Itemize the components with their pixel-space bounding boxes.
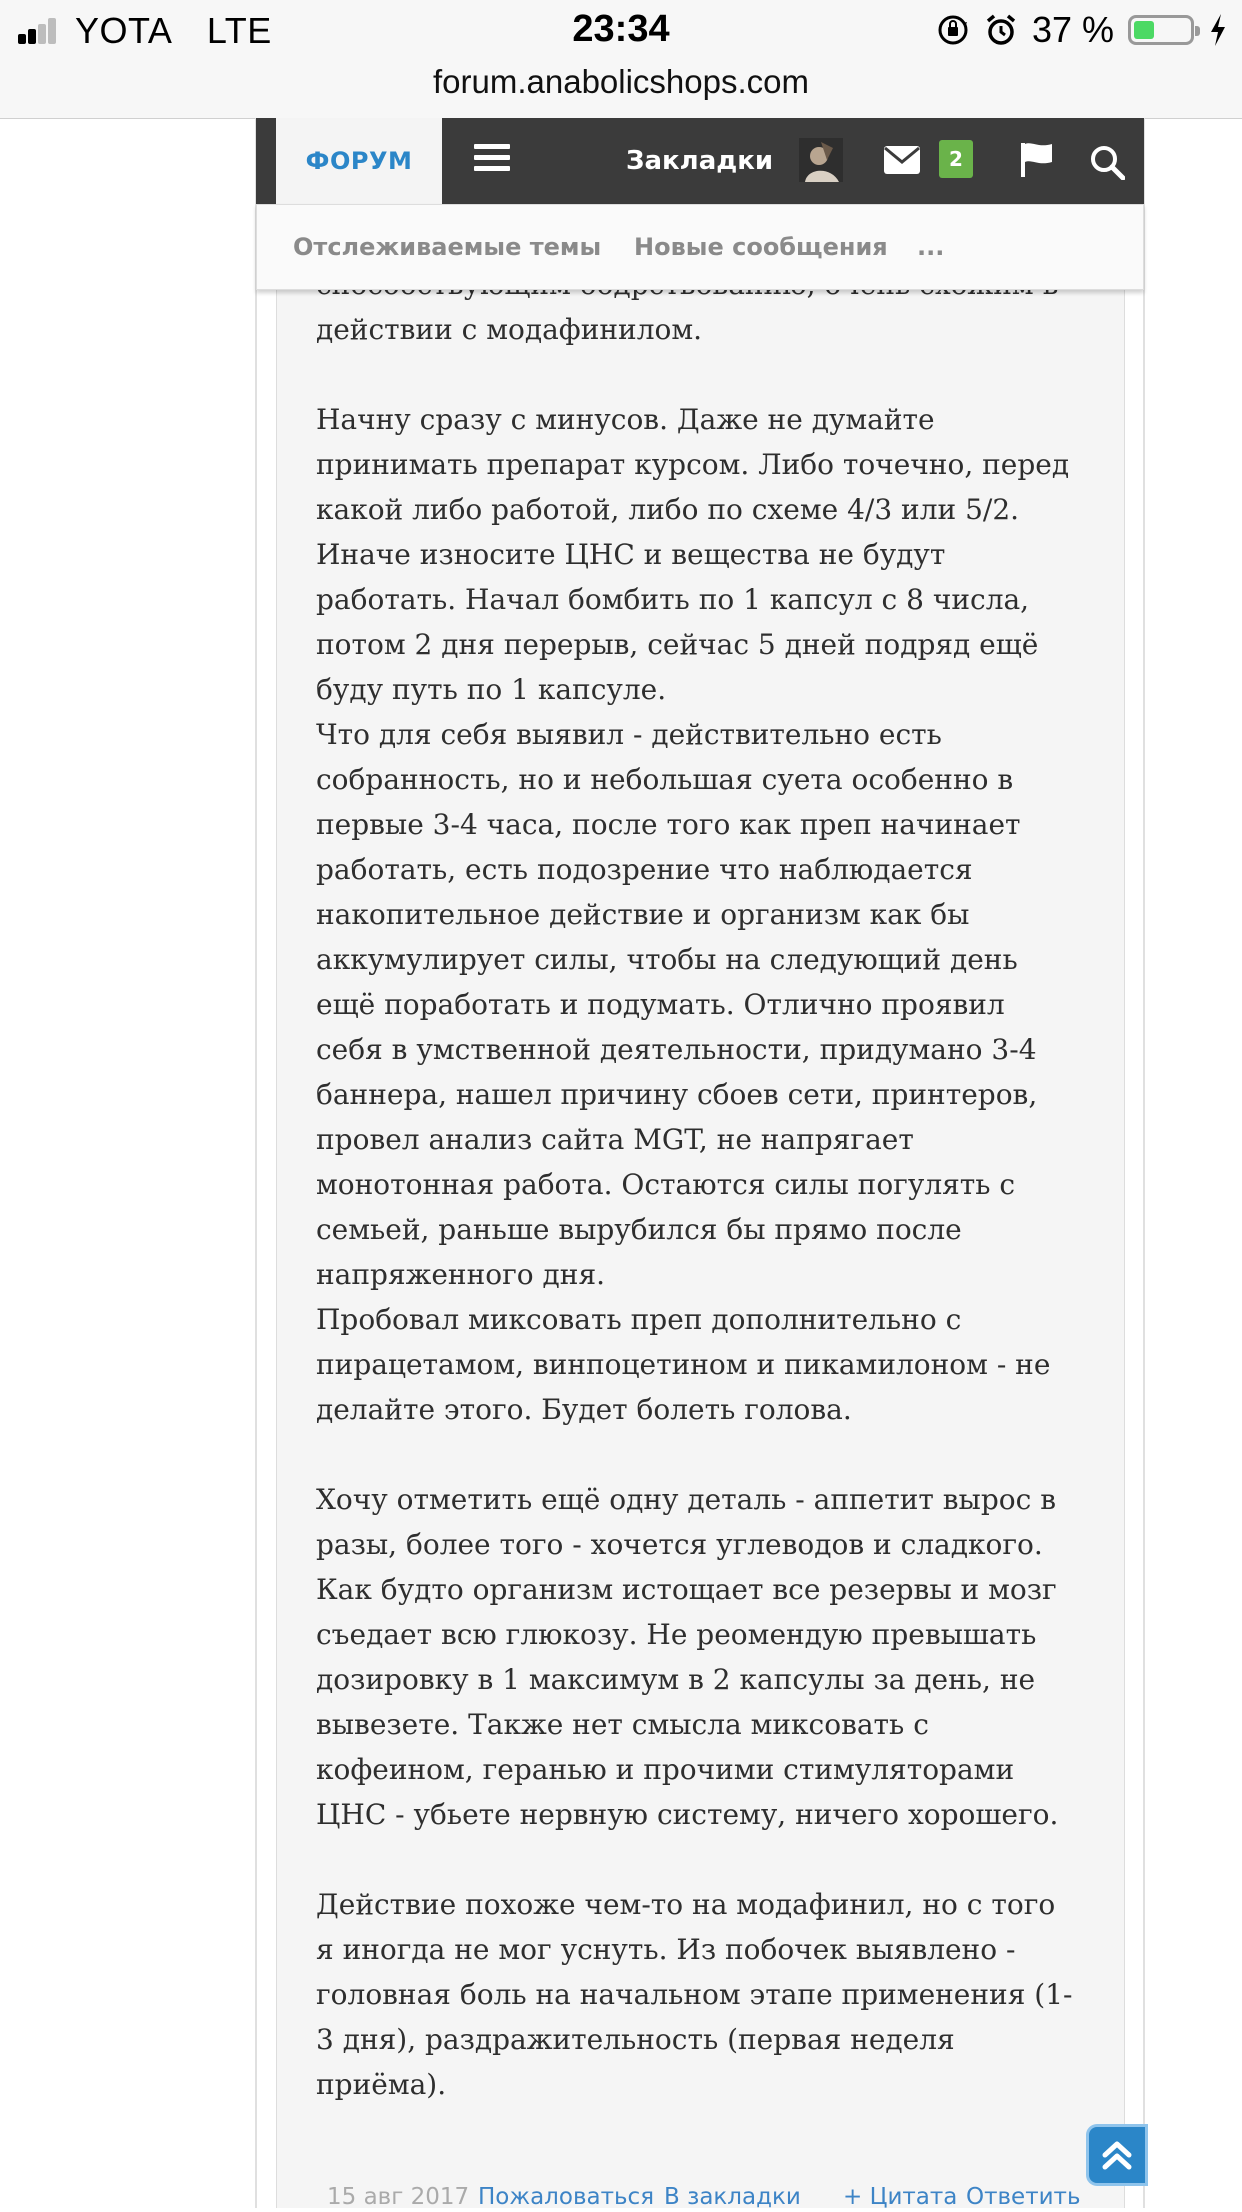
post-date[interactable]: 15 авг 2017 bbox=[327, 2184, 470, 2210]
menu-icon[interactable] bbox=[474, 144, 510, 174]
address-bar[interactable]: forum.anabolicshops.com bbox=[0, 62, 1242, 119]
scroll-to-top-button[interactable] bbox=[1089, 2127, 1145, 2183]
post-paragraph: Что для себя выявил - действительно есть собранность, но и небольшая суета особенно в первые 3-4 часа, после того как преп начинает работать, есть подозрение что наблюдается накопительное действие и организм как бы аккумулирует силы, чтобы на следующий день ещё поработать и подумать. Отлично проявил себя в умственной деятельности, придумано 3-4 баннера, нашел причину сбоев сети, принтеров, провел анализ сайта MGT, не напрягает монотонная работа. Остаются силы погулять с семьей, раньше вырубился бы прямо после напряженного дня. bbox=[316, 718, 1038, 1291]
double-chevron-up-icon bbox=[1089, 2127, 1145, 2183]
page-right-border bbox=[1143, 118, 1145, 2208]
post-paragraph: Действие похоже чем-то на модафинил, но с того я иногда не мог уснуть. Из побочек выявлено - головная боль на начальном этапе применения (1- 3 дня), раздражительность (первая неделя приёма). bbox=[316, 1888, 1073, 2101]
watched-threads-link[interactable]: Отслеживаемые темы bbox=[293, 233, 602, 261]
battery-icon bbox=[1128, 15, 1194, 45]
tab-forum[interactable]: ФОРУМ bbox=[276, 118, 442, 204]
flag-icon[interactable] bbox=[1020, 142, 1054, 178]
post-paragraph: Пробовал миксовать преп дополнительно с пирацетамом, винпоцетином и пикамилоном - не делайте этого. Будет болеть голова. bbox=[316, 1303, 1051, 1426]
forum-navbar bbox=[256, 118, 1144, 204]
battery-percent: 37 % bbox=[1031, 9, 1114, 50]
network-type: LTE bbox=[206, 10, 272, 51]
more-links-button[interactable]: ... bbox=[917, 233, 945, 261]
post-paragraph: Начну сразу с минусов. Даже не думайте принимать препарат курсом. Либо точечно, перед какой либо работой, либо по схеме 4/3 или 5/2. Иначе износите ЦНС и вещества не будут работать. Начал бомбить по 1 капсул с 8 числа, потом 2 дня перерыв, сейчас 5 дней подряд ещё буду путь по 1 капсуле. bbox=[316, 403, 1070, 706]
orientation-lock-icon bbox=[936, 13, 970, 47]
alarm-icon bbox=[984, 13, 1018, 47]
user-avatar[interactable] bbox=[799, 138, 843, 182]
page-left-border bbox=[255, 118, 257, 2208]
battery-fill bbox=[1134, 21, 1154, 39]
bookmarks-link[interactable]: Закладки bbox=[626, 146, 774, 176]
status-bar bbox=[0, 0, 1242, 62]
status-right-group bbox=[936, 10, 1228, 50]
post-paragraph: Хочу отметить ещё одну деталь - аппетит вырос в разы, более того - хочется углеводов и сладкого. Как будто организм истощает все резервы и мозг съедает всю глюкозу. Не реомендую превышать дозировку в 1 максимум в 2 капсулы за день, не вывезете. Также нет смысла миксовать с кофеином, геранью и прочими стимуляторами ЦНС - убьете нервную систему, ничего хорошего. bbox=[316, 1483, 1059, 1831]
quote-link[interactable]: + Цитата bbox=[843, 2184, 958, 2210]
status-time: 23:34 bbox=[572, 8, 670, 50]
sub-navigation bbox=[256, 204, 1144, 290]
report-link[interactable]: Пожаловаться bbox=[478, 2184, 655, 2210]
avatar-image bbox=[799, 138, 843, 182]
mail-icon[interactable] bbox=[884, 146, 920, 174]
new-messages-link[interactable]: Новые сообщения bbox=[634, 233, 888, 261]
charging-bolt-icon bbox=[1208, 13, 1228, 47]
bookmark-link[interactable]: В закладки bbox=[664, 2184, 801, 2210]
search-icon[interactable] bbox=[1089, 144, 1125, 180]
post-paragraph: действии с модафинилом. bbox=[316, 313, 703, 346]
post-message bbox=[316, 262, 1136, 2107]
carrier-name: YOTA bbox=[75, 10, 171, 51]
messages-count-badge[interactable]: 2 bbox=[939, 140, 973, 178]
reply-link[interactable]: Ответить bbox=[966, 2184, 1081, 2210]
